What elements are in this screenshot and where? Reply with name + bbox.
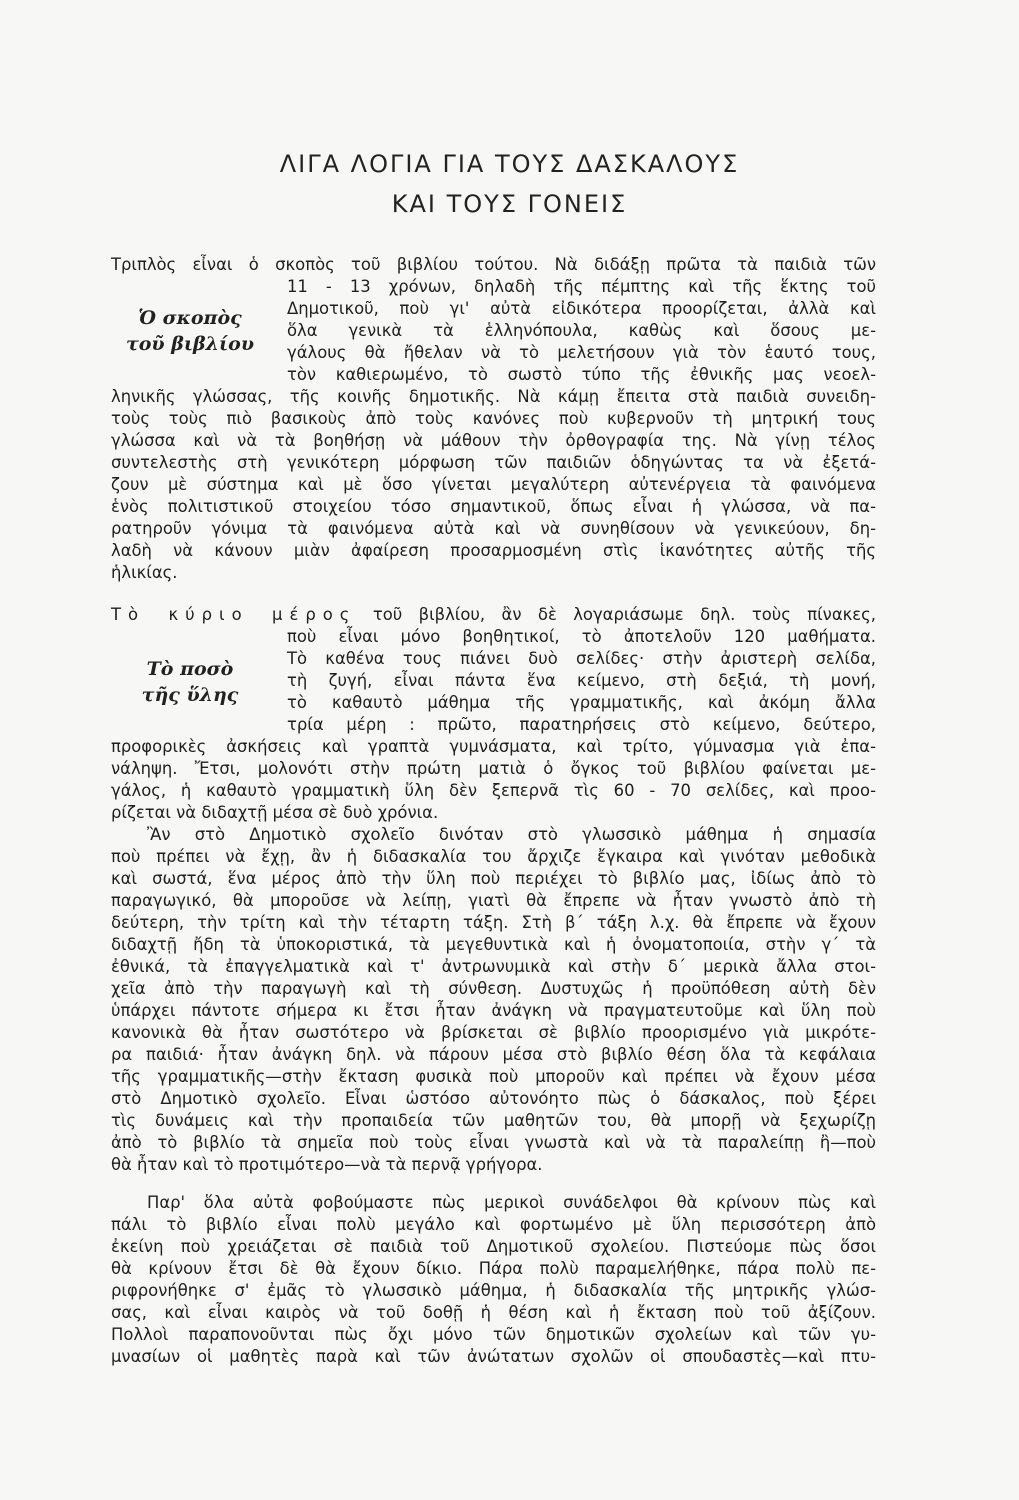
text-line: Παρ' ὅλα αὐτὰ φοβούμαστε πὼς μερικοὶ συνάδελφοι θὰ κρίνουν πὼς καὶ — [147, 1193, 876, 1212]
section1-body — [111, 254, 876, 276]
text-line: ζουν μὲ σύστημα καὶ μὲ ὅσο γίνεται μεγαλύτερη αὐτενέργεια τὰ φαινόμενα — [111, 475, 876, 494]
text-line: ρατηροῦν γόνιμα τὰ φαινόμενα αὐτὰ καὶ νὰ συνηθίσουν νὰ γενικεύουν, δη- — [111, 519, 876, 538]
text-line: σας, καὶ εἶναι καιρὸς νὰ τοῦ δοθῇ ἡ θέση καὶ ἡ ἔκταση ποὺ τοῦ ἀξίζουν. — [111, 1303, 876, 1322]
text-line: ρίζεται νὰ διδαχτῇ μέσα σὲ δυὸ χρόνια. — [111, 803, 439, 822]
text-line: Δημοτικοῦ, ποὺ γι' αὐτὰ εἰδικότερα προορίζεται, ἀλλὰ καὶ — [287, 299, 876, 318]
text-line: ἑνὸς πολιτιστικοῦ στοιχείου τόσο σημαντικοῦ, ὅπως εἶναι ἡ γλώσσα, νὰ πα- — [111, 497, 876, 516]
section2-first-line — [111, 604, 876, 626]
text-line: ἐθνικά, τὰ ἐπαγγελματικὰ καὶ τ' ἀντρωνυμικὰ καὶ στὴν δ΄ μερικὰ ἄλλα στοι- — [111, 957, 876, 976]
text-line: νάληψη. Ἔτσι, μολονότι στὴν πρώτη ματιὰ ὁ ὄγκος τοῦ βιβλίου φαίνεται με- — [111, 759, 876, 778]
text-line: τρία μέρη : πρῶτο, παρατηρήσεις στὸ κείμενο, δεύτερο, — [287, 715, 876, 734]
text-line: ριφρονήθηκε σ' ἐμᾶς τὸ γλωσσικὸ μάθημα, ἡ διδασκαλία τῆς μητρικῆς γλώσ- — [111, 1281, 876, 1300]
side-heading-line: τῆς ὕλης — [141, 684, 239, 706]
text-line: Πολλοὶ παραπονοῦνται πὼς ὄχι μόνο τῶν δημοτικῶν σχολείων καὶ τῶν γυ- — [111, 1325, 876, 1344]
text-line: ὅλα γενικὰ τὰ ἑλληνόπουλα, καθὼς καὶ ὅσους με- — [287, 321, 876, 340]
text-line: γάλος, ἡ καθαυτὸ γραμματικὴ ὕλη δὲν ξεπερνᾶ τὶς 60 - 70 σελίδες, καὶ προο- — [111, 781, 876, 800]
text-line: 11 - 13 χρόνων, δηλαδὴ τῆς πέμπτης καὶ τῆς ἕκτης τοῦ — [287, 277, 876, 296]
text-run: τοῦ βιβλίου, ἂν δὲ λογαριάσωμε δηλ. τοὺς πίνακες, — [372, 605, 876, 624]
side-heading-line: Ὁ σκοπὸς — [138, 307, 242, 329]
section2-full-block — [111, 736, 876, 824]
text-line: ποὺ εἶναι μόνο βοηθητικοί, τὸ ἀποτελοῦν 120 μαθήματα. — [287, 627, 876, 646]
text-line: ληνικῆς γλώσσας, τῆς κοινῆς δημοτικῆς. Νὰ κάμῃ ἔπειτα στὰ παιδιὰ συνειδη- — [111, 387, 876, 406]
section1-indented-block — [287, 276, 876, 386]
page-title-line-2: ΚΑΙ ΤΟΥΣ ΓΟΝΕΙΣ — [391, 190, 628, 218]
text-line: ἐκείνη ποὺ χρειάζεται σὲ παιδιὰ τοῦ Δημοτικοῦ σχολείου. Πιστεύομε πὼς ὅσοι — [111, 1237, 876, 1256]
paragraph-4 — [111, 1192, 876, 1368]
text-line: ἀπὸ τὸ βιβλίο τὰ σημεῖα ποὺ τοὺς εἶναι γνωστὰ καὶ νὰ τὰ παραλείπῃ ἢ—ποὺ — [111, 1133, 876, 1152]
text-line: τοὺς τοὺς πιὸ βασικοὺς ἀπὸ τοὺς κανόνες ποὺ κυβερνοῦν τὴ μητρική τους — [111, 409, 876, 428]
text-line: θὰ ἦταν καὶ τὸ προτιμότερο—νὰ τὰ περνᾷ γρήγορα. — [111, 1155, 543, 1174]
paragraph-3 — [111, 824, 876, 1176]
text-line: Τριπλὸς εἶναι ὁ σκοπὸς τοῦ βιβλίου τούτου. Νὰ διδάξῃ πρῶτα τὰ παιδιὰ τῶν — [111, 255, 876, 274]
section2-indented-block — [287, 626, 876, 736]
text-line: τὶς δυνάμεις καὶ τὴν προπαιδεία τῶν μαθητῶν του, θὰ μπορῇ νὰ ξεχωρίζῃ — [111, 1111, 876, 1130]
side-heading-line: τοῦ βιβλίου — [125, 333, 255, 355]
side-heading-amount — [110, 656, 270, 708]
text-line: ἡλικίας. — [111, 563, 178, 582]
text-line: τῆς γραμματικῆς—στὴν ἔκταση φυσικὰ ποὺ μποροῦν καὶ πρέπει νὰ ἔχουν μέσα — [111, 1067, 876, 1086]
text-line: ποὺ πρέπει νὰ ἔχῃ, ἂν ἡ διδασκαλία του ἄρχιζε ἔγκαιρα καὶ γινόταν μεθοδικὰ — [111, 847, 876, 866]
text-line: τὸ καθαυτὸ μάθημα τῆς γραμματικῆς, καὶ ἀκόμη ἄλλα — [287, 693, 876, 712]
text-line: διδαχτῇ ἤδη τὰ ὑποκοριστικά, τὰ μεγεθυντικὰ καὶ ἡ ὀνοματοποιία, στὴν γ΄ τὰ — [111, 935, 876, 954]
text-line: χεῖα ἀπὸ τὴν παραγωγὴ καὶ τὴ σύνθεση. Δυστυχῶς ἡ προϋπόθεση αὐτὴ δὲν — [111, 979, 876, 998]
text-line: τὴ ζυγή, εἶναι πάντα ἕνα κείμενο, στὴ δεξιά, τὴ μονή, — [287, 671, 876, 690]
text-line: θὰ κρίνουν ἔτσι δὲ θὰ ἔχουν δίκιο. Πάρα πολὺ παραμελήθηκε, πάρα πολὺ πε- — [111, 1259, 876, 1278]
text-line: συντελεστὴς στὴ γενικότερη μόρφωση τῶν παιδιῶν ὁδηγώντας τα νὰ ἐξετά- — [111, 453, 876, 472]
text-line: πάλι τὸ βιβλίο εἶναι πολὺ μεγάλο καὶ φορτωμένο μὲ ὕλη περισσότερη ἀπὸ — [111, 1215, 876, 1234]
text-line: προφορικὲς ἀσκήσεις καὶ γραπτὰ γυμνάσματα, καὶ τρίτο, γύμνασμα γιὰ ἐπα- — [111, 737, 876, 756]
text-line: καὶ σωστά, ἕνα μέρος ἀπὸ τὴν ὕλη ποὺ περιέχει τὸ βιβλίο μας, ἰδίως ἀπὸ τὸ — [111, 869, 876, 888]
text-line: στὸ Δημοτικὸ σχολεῖο. Εἶναι ὡστόσο αὐτονόητο πὼς ὁ δάσκαλος, ποὺ ξέρει — [111, 1089, 876, 1108]
text-line — [111, 604, 876, 626]
page-title-line-1: ΛΙΓΑ ΛΟΓΙΑ ΓΙΑ ΤΟΥΣ ΔΑΣΚΑΛΟΥΣ — [279, 150, 740, 178]
text-line: μνασίων οἱ μαθητὲς παρὰ καὶ τῶν ἀνώτατων σχολῶν οἱ σπουδαστὲς—καὶ πτυ- — [111, 1347, 876, 1366]
text-line: λαδὴ νὰ κάνουν μιὰν ἀφαίρεση προσαρμοσμένη στὶς ἱκανότητες αὐτῆς τῆς — [111, 541, 876, 560]
text-line: τὸν καθιερωμένο, τὸ σωστὸ τύπο τῆς ἐθνικῆς μας νεοελ- — [287, 365, 876, 384]
text-line: ὑπάρχει πάντοτε σήμερα κι ἔτσι ἦταν ἀνάγκη νὰ πραγματευτοῦμε καὶ ὕλη ποὺ — [111, 1001, 876, 1020]
side-heading-purpose — [110, 305, 270, 357]
text-line: γάλους θὰ ἤθελαν νὰ τὸ μελετήσουν γιὰ τὸν ἑαυτό τους, — [287, 343, 876, 362]
side-heading-line: Τὸ ποσὸ — [146, 658, 234, 680]
text-line: δεύτερη, τὴν τρίτη καὶ τὴν τέταρτη τάξη. Στὴ β΄ τάξη λ.χ. θὰ ἔπρεπε νὰ ἔχουν — [111, 913, 876, 932]
text-line: παραγωγικό, θὰ μποροῦσε νὰ λείπῃ, γιατὶ θὰ ἔπρεπε νὰ ἦταν γνωστὸ ἀπὸ τὴ — [111, 891, 876, 910]
spaced-lead: Τὸ κύριο μέρος — [111, 605, 357, 624]
text-line: ρα παιδιά· ἦταν ἀνάγκη δηλ. νὰ πάρουν μέσα στὸ βιβλίο θέση ὅλα τὰ κεφάλαια — [111, 1045, 876, 1064]
section1-full-block — [111, 386, 876, 584]
text-line: γλώσσα καὶ νὰ τὰ βοηθήσῃ νὰ μάθουν τὴν ὀρθογραφία της. Νὰ γίνῃ τέλος — [111, 431, 876, 450]
text-line: κανονικὰ θὰ ἦταν σωστότερο νὰ βρίσκεται σὲ βιβλίο προορισμένο γιὰ μικρότε- — [111, 1023, 876, 1042]
text-line: Τὸ καθένα τους πιάνει δυὸ σελίδες· στὴν ἀριστερὴ σελίδα, — [287, 649, 876, 668]
text-line: Ἂν στὸ Δημοτικὸ σχολεῖο δινόταν στὸ γλωσσικὸ μάθημα ἡ σημασία — [147, 825, 876, 844]
